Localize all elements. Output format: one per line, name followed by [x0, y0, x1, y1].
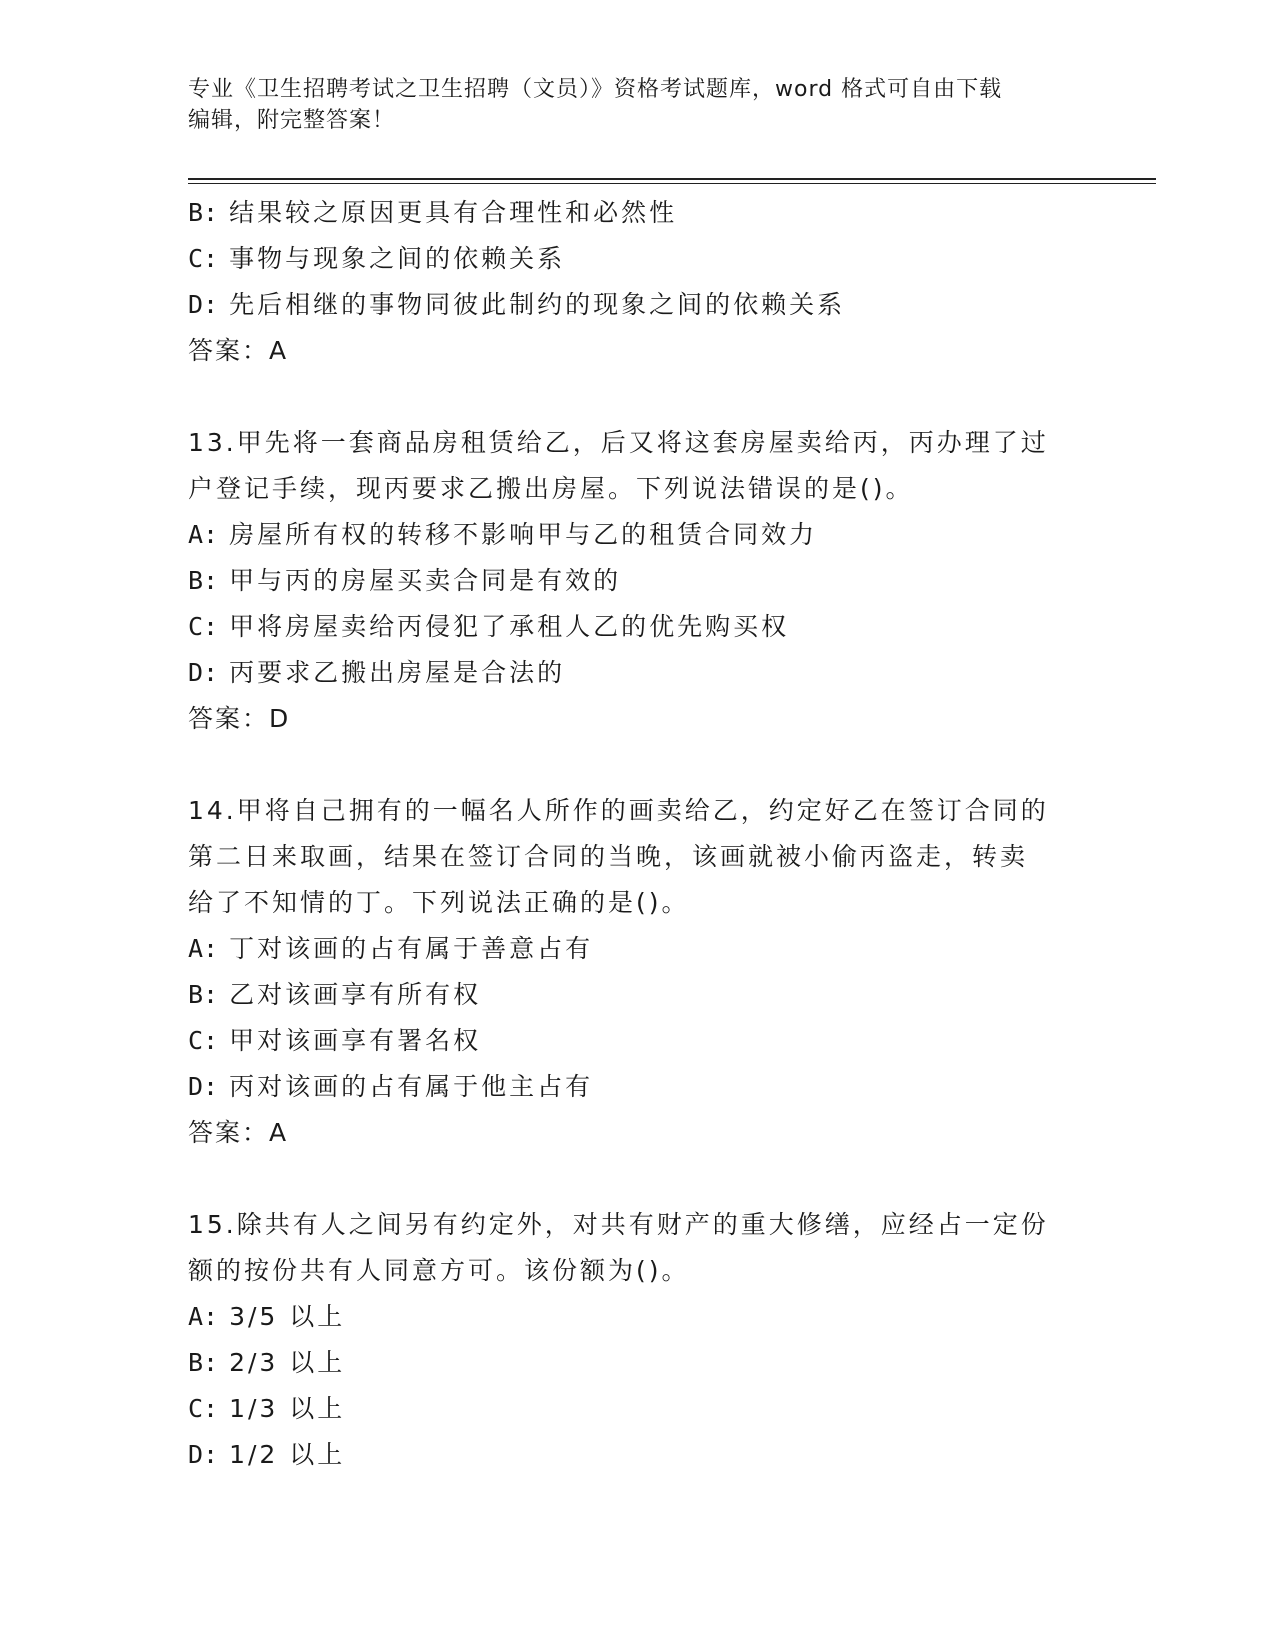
option-c [188, 236, 1088, 282]
option-label: B: [188, 566, 219, 595]
question-stem-line: 14.甲将自己拥有的一幅名人所作的画卖给乙，约定好乙在签订合同的 [188, 796, 1049, 825]
question-12-continuation [188, 190, 1088, 374]
option-text: 乙对该画享有所有权 [229, 980, 482, 1009]
option-text: 事物与现象之间的依赖关系 [229, 244, 566, 273]
spacer [188, 374, 1088, 420]
answer: 答案：D [188, 704, 291, 733]
question-14 [188, 788, 1088, 1156]
header-line-2: 编辑，附完整答案！ [188, 108, 396, 133]
option-label: C: [188, 1394, 219, 1423]
option-label: D: [188, 1072, 219, 1101]
option-text: 房屋所有权的转移不影响甲与乙的租赁合同效力 [229, 520, 818, 549]
option-label: D: [188, 290, 219, 319]
option-text: 2/3 以上 [229, 1348, 346, 1377]
header-divider-thick [188, 178, 1156, 180]
option-label: C: [188, 1026, 219, 1055]
option-b [188, 1340, 1088, 1386]
spacer [188, 742, 1088, 788]
option-a [188, 512, 1088, 558]
option-text: 丁对该画的占有属于善意占有 [229, 934, 594, 963]
option-d [188, 650, 1088, 696]
option-text: 3/5 以上 [229, 1302, 346, 1331]
document-header [188, 74, 1068, 136]
question-stem-line: 给了不知情的丁。下列说法正确的是()。 [188, 888, 690, 917]
option-label: A: [188, 1302, 219, 1331]
option-label: B: [188, 198, 219, 227]
option-c [188, 604, 1088, 650]
header-line-1: 专业《卫生招聘考试之卫生招聘（文员）》资格考试题库，word 格式可自由下载 [188, 77, 1003, 102]
option-text: 结果较之原因更具有合理性和必然性 [229, 198, 678, 227]
question-15 [188, 1202, 1088, 1478]
option-label: D: [188, 658, 219, 687]
option-b [188, 972, 1088, 1018]
answer: 答案：A [188, 336, 289, 365]
question-stem-line: 15.除共有人之间另有约定外，对共有财产的重大修缮，应经占一定份 [188, 1210, 1049, 1239]
option-text: 丙要求乙搬出房屋是合法的 [229, 658, 566, 687]
option-c [188, 1018, 1088, 1064]
header-divider-thin [188, 183, 1156, 184]
question-stem-line: 额的按份共有人同意方可。该份额为()。 [188, 1256, 690, 1285]
spacer [188, 1156, 1088, 1202]
option-a [188, 1294, 1088, 1340]
option-label: B: [188, 980, 219, 1009]
option-a [188, 926, 1088, 972]
question-stem-line: 13.甲先将一套商品房租赁给乙，后又将这套房屋卖给丙，丙办理了过 [188, 428, 1049, 457]
option-label: C: [188, 244, 219, 273]
option-text: 丙对该画的占有属于他主占有 [229, 1072, 594, 1101]
option-label: A: [188, 520, 219, 549]
option-label: C: [188, 612, 219, 641]
question-list [188, 190, 1088, 1478]
option-text: 1/2 以上 [229, 1440, 346, 1469]
option-text: 甲与丙的房屋买卖合同是有效的 [229, 566, 622, 595]
option-text: 甲将房屋卖给丙侵犯了承租人乙的优先购买权 [229, 612, 790, 641]
option-label: B: [188, 1348, 219, 1377]
option-label: D: [188, 1440, 219, 1469]
question-stem-line: 户登记手续，现丙要求乙搬出房屋。下列说法错误的是()。 [188, 474, 914, 503]
answer: 答案：A [188, 1118, 289, 1147]
option-c [188, 1386, 1088, 1432]
option-text: 先后相继的事物同彼此制约的现象之间的依赖关系 [229, 290, 846, 319]
option-text: 1/3 以上 [229, 1394, 346, 1423]
option-d [188, 1432, 1088, 1478]
option-text: 甲对该画享有署名权 [229, 1026, 482, 1055]
question-13 [188, 420, 1088, 742]
option-d [188, 282, 1088, 328]
option-b [188, 190, 1088, 236]
option-label: A: [188, 934, 219, 963]
question-stem-line: 第二日来取画，结果在签订合同的当晚，该画就被小偷丙盗走，转卖 [188, 842, 1029, 871]
option-b [188, 558, 1088, 604]
option-d [188, 1064, 1088, 1110]
